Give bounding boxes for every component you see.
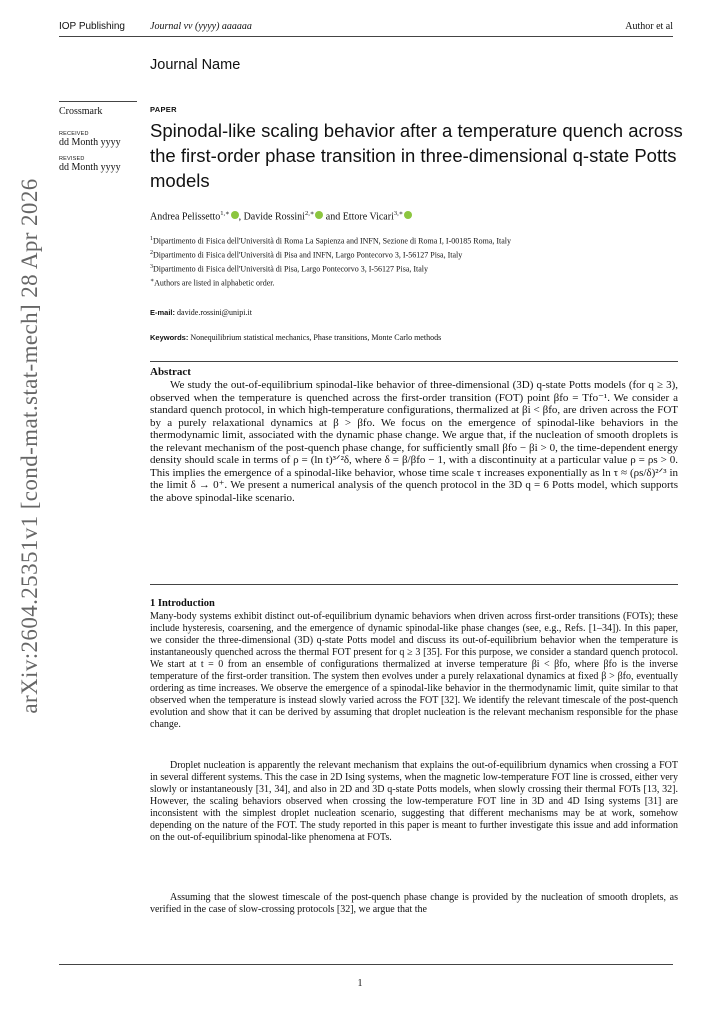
author-separator: and <box>323 211 343 223</box>
orcid-icon[interactable] <box>404 211 412 219</box>
affiliation-text: Authors are listed in alphabetic order. <box>154 278 275 288</box>
journal-name: Journal Name <box>150 57 241 73</box>
paper-tag: PAPER <box>150 105 177 114</box>
affiliation-mark: ∗ <box>150 278 155 284</box>
journal-reference: Journal vv (yyyy) aaaaaa <box>150 21 252 32</box>
page-number: 1 <box>357 978 363 989</box>
paper-title: Spinodal-like scaling behavior after a temperature quench across the first-order phase transition in three-dimensional q-state Potts models <box>150 120 683 191</box>
affiliation-text: Dipartimento di Fisica dell'Università di Pisa, Largo Pontecorvo 3, I-56127 Pisa, Italy <box>153 264 429 274</box>
abstract-bottom-rule <box>150 584 678 585</box>
affiliation <box>150 250 462 260</box>
author-name: Ettore Vicari <box>342 211 394 223</box>
author-name: Andrea Pelissetto <box>150 211 221 223</box>
author-reference: Author et al <box>625 21 673 32</box>
received-date: dd Month yyyy <box>59 137 121 148</box>
affiliation-mark: 2 <box>150 250 153 256</box>
author-affiliation-mark: 3,∗ <box>393 210 404 217</box>
abstract-text: We study the out-of-equilibrium spinodal-like behavior of three-dimensional (3D) q-state Potts models (for q ≥ 3), observed when the temperature is quenched across the first-order transition (FOT) point βfo = Tfo⁻¹. We consider a standard quench protocol, in which high-temperature configurations, thermalized at βi < βfo, are driven across the FOT by a purely relaxational dynamics at β > βfo. We focus on the emergence of spinodal-like behaviors in the thermodynamic limit, associated with the dynamic phase change. We argue that, if the nucleation of smooth droplets is the relevant mechanism of the post-quench phase change, for sufficiently small βfo − βi > 0, the time-dependent energy density should scale in terms of ρ = (ln t)³ᐟ²δ, where δ = β/βfo − 1, with a discontinuity at a particular value ρ = ρs > 0. This implies the emergence of a spinodal-like behavior, whose time scale τ increases exponentially as ln τ ≈ (ρs/δ)²ᐟ³ in the limit δ → 0⁺. We present a numerical analysis of the quench protocol in the 3D q = 6 Potts model, which supports the above spinodal-like scenario. <box>150 379 678 504</box>
author-name: Davide Rossini <box>243 211 305 223</box>
affiliation-text: Dipartimento di Fisica dell'Università di Roma La Sapienza and INFN, Sezione di Roma I, I-00185 Roma, Italy <box>153 236 512 246</box>
publisher: IOP Publishing <box>59 21 125 32</box>
email-line <box>150 308 252 317</box>
header-rule <box>59 36 673 37</box>
keywords-line <box>150 333 441 342</box>
crossmark-link[interactable]: Crossmark <box>59 106 103 117</box>
sidebar-rule <box>59 101 137 102</box>
section-heading: 1 Introduction <box>150 598 215 609</box>
revised-label: REVISED <box>59 156 85 162</box>
affiliation <box>150 236 511 246</box>
affiliation <box>150 264 428 274</box>
affiliation-mark: 3 <box>150 264 153 270</box>
keywords-label: Keywords: <box>150 333 189 342</box>
author-affiliation-mark: 2,∗ <box>304 210 315 217</box>
revised-date: dd Month yyyy <box>59 162 121 173</box>
affiliation-text: Dipartimento di Fisica dell'Università di Pisa and INFN, Largo Pontecorvo 3, I-56127 Pisa, Italy <box>153 250 463 260</box>
author-affiliation-mark: 1,∗ <box>220 210 230 217</box>
received-label: RECEIVED <box>59 131 89 137</box>
author-list <box>150 209 412 222</box>
arxiv-stamp: arXiv:2604.25351v1 [cond-mat.stat-mech] 28 Apr 2026 <box>17 178 42 714</box>
intro-paragraph: Many-body systems exhibit distinct out-of-equilibrium dynamic behaviors when driven across first-order transitions (FOTs); these include hysteresis, coarsening, and the emergence of dynamic spinodal-like phase changes (see, e.g., Refs. [1–34]). In this paper, we consider the three-dimensional (3D) q-state Potts model and discuss its out-of-equilibrium behavior when the temperature is instantaneously quenched across the thermal FOT present for q ≥ 3 [35]. For this purpose, we consider a standard quench protocol. We start at t = 0 from an ensemble of configurations thermalized at inverse temperature βi < βfo, where βfo is the inverse temperature of the first-order transition. The system then evolves under a purely relaxational dynamics at fixed β > βfo, eventually ordering as time increases. We observe the emergence of a spinodal-like behavior in the thermodynamic limit, quite similar to that observed when the temperature is instead slowly varied across the FOT [32]. We identify the relevant timescale of the post-quench evolution and show that it can be derived by assuming that droplet nucleation is the relevant mechanism responsible for the phase change. <box>150 611 678 730</box>
affiliation-mark: 1 <box>150 236 153 242</box>
intro-paragraph: Droplet nucleation is apparently the relevant mechanism that explains the out-of-equilibrium dynamics when crossing a FOT in several different systems. This the case in 2D Ising systems, when the magnetic low-temperature FOT line is crossed, either very slowly or instantaneously [31, 34], and also in 2D and 3D q-state Potts models, when slowly crossing their thermal FOTs [13, 32]. However, the scaling behaviors observed when crossing the low-temperature FOT line in 3D and 4D Ising systems [31] are inconsistent with the simplest droplet nucleation scenario, suggesting that different mechanisms may be at work, somehow depending on the nature of the FOT. The study reported in this paper is meant to further investigate this issue and add information on the out-of-equilibrium spinodal-like phenomena at FOTs. <box>150 760 678 843</box>
abstract-heading: Abstract <box>150 366 191 378</box>
author-separator: , <box>238 211 244 223</box>
keywords-text: Nonequilibrium statistical mechanics, Phase transitions, Monte Carlo methods <box>190 333 442 342</box>
orcid-icon[interactable] <box>231 211 239 219</box>
footer-rule <box>59 964 673 965</box>
email-address[interactable]: davide.rossini@unipi.it <box>177 308 252 317</box>
intro-paragraph: Assuming that the slowest timescale of the post-quench phase change is provided by the nucleation of smooth droplets, as verified in the case of slow-crossing protocols [32], we argue that the <box>150 892 678 915</box>
affiliation <box>150 277 274 288</box>
abstract-top-rule <box>150 361 678 362</box>
email-label: E-mail: <box>150 308 176 317</box>
